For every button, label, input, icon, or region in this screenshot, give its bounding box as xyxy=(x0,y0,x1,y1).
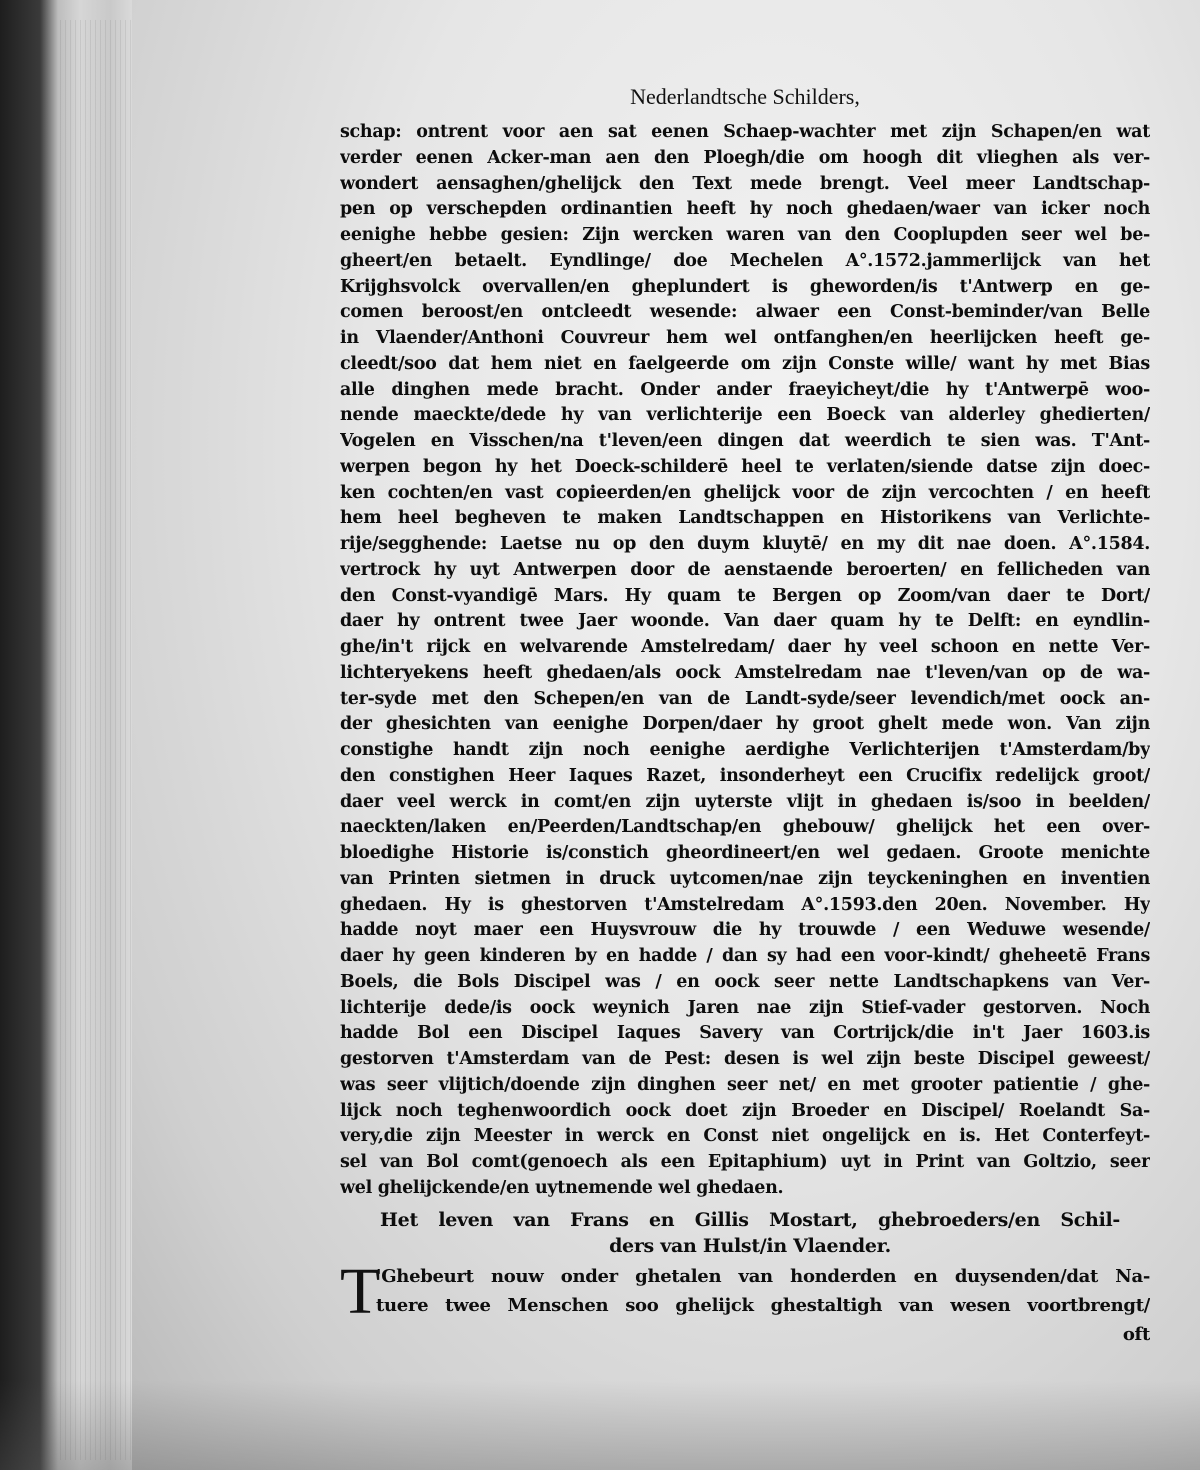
text-line: schap: ontrent voor aen sat eenen Schaep-wachter met zijn Schapen/en wat xyxy=(340,122,1150,142)
section-heading-line: Het leven van Frans en Gillis Mostart, ghebroeders/en Schil- xyxy=(380,1209,1120,1231)
catchword: oft xyxy=(1122,1324,1150,1345)
text-line: cleedt/soo dat hem niet en faelgeerde om zijn Conste wille/ want hy met Bias xyxy=(340,353,1150,374)
text-line: ghedaen. Hy is ghestorven t'Amstelredam A°.1593.den 20en. November. Hy xyxy=(340,894,1150,915)
text-line: van Printen sietmen in druck uytcomen/nae zijn teyckeninghen en inventien xyxy=(340,868,1150,889)
text-line: hadde noyt maer een Huysvrouw die hy trouwde / een Weduwe wesende/ xyxy=(340,920,1150,941)
text-line: pen op verschepden ordinantien heeft hy noch ghedaen/waer van icker noch xyxy=(340,199,1150,220)
text-line: constighe handt zijn noch eenighe aerdighe Verlichterijen t'Amsterdam/by xyxy=(340,740,1150,760)
text-line: daer hy ontrent twee Jaer woonde. Van daer quam hy te Delft: en eyndlin- xyxy=(340,611,1150,632)
text-line: 'Ghebeurt nouw onder ghetalen van honderden en duysenden/dat Na- xyxy=(376,1266,1150,1287)
text-line: bloedighe Historie is/constich gheordineert/en wel gedaen. Groote menichte xyxy=(340,843,1150,863)
text-line: verder eenen Acker-man aen den Ploegh/die om hoogh dit vlieghen als ver- xyxy=(340,147,1150,168)
page-edge-lines xyxy=(60,20,140,1460)
book-page-edges xyxy=(0,0,140,1470)
text-line: wel ghelijckende/en uytnemende wel ghedaen. xyxy=(340,1177,784,1198)
text-line: lichterije dede/is oock weynich Jaren nae zijn Stief-vader gestorven. Noch xyxy=(340,997,1150,1018)
running-head: Nederlandtsche Schilders, xyxy=(630,84,860,109)
text-line: nende maeckte/dede hy van verlichterije een Boeck van alderley ghedierten/ xyxy=(340,405,1150,426)
section-heading xyxy=(380,1208,1120,1260)
text-line: hem heel begheven te maken Landtschappen en Historikens van Verlichte- xyxy=(340,508,1150,529)
shadow xyxy=(0,1380,1200,1470)
text-line: Krijghsvolck overvallen/en gheplundert is gheworden/is t'Antwerp en ge- xyxy=(340,276,1150,297)
text-line: Vogelen en Visschen/na t'leven/een dingen dat weerdich te sien was. T'Ant- xyxy=(340,431,1150,451)
text-line: alle dinghen mede bracht. Onder ander fraeyicheyt/die hy t'Antwerpē woo- xyxy=(340,379,1150,400)
text-line: very,die zijn Meester in werck en Const niet ongelijck en is. Het Conterfeyt- xyxy=(340,1126,1150,1147)
text-line: ter-syde met den Schepen/en van de Landt-syde/seer levendich/met oock an- xyxy=(340,688,1150,709)
text-line: wondert aensaghen/ghelijck den Text mede brengt. Veel meer Landtschap- xyxy=(340,173,1150,194)
text-line: den constighen Heer Iaques Razet, insonderheyt een Crucifix redelijck groot/ xyxy=(340,765,1150,786)
text-line: in Vlaender/Anthoni Couvreur hem wel ontfanghen/en heerlijcken heeft ge- xyxy=(340,328,1150,348)
text-line: ghe/in't rijck en welvarende Amstelredam/ daer hy veel schoon en nette Ver- xyxy=(340,637,1150,657)
text-line: ken cochten/en vast copieerden/en ghelijck voor de zijn vercochten / en heeft xyxy=(340,482,1150,503)
text-line: der ghesichten van eenighe Dorpen/daer hy groot ghelt mede won. Van zijn xyxy=(340,714,1150,735)
text-line: daer veel werck in comt/en zijn uyterste vlijt in ghedaen is/soo in beelden/ xyxy=(340,791,1150,812)
text-line: was seer vlijtich/doende zijn dinghen seer net/ en met grooter patientie / ghe- xyxy=(340,1074,1150,1095)
text-line: Boels, die Bols Discipel was / en oock seer nette Landtschapkens van Ver- xyxy=(340,971,1150,992)
text-line: eenighe hebbe gesien: Zijn wercken waren van den Cooplupden seer wel be- xyxy=(340,225,1150,245)
body-text xyxy=(340,120,1150,1202)
drop-cap: T xyxy=(340,1255,381,1328)
text-line: naeckten/laken en/Peerden/Landtschap/en ghebouw/ ghelijck het een over- xyxy=(340,817,1150,838)
text-line: hadde Bol een Discipel Iaques Savery van Cortrijck/die in't Jaer 1603.is xyxy=(340,1023,1150,1044)
text-line: sel van Bol comt(genoech als een Epitaphium) uyt in Print van Goltzio, seer xyxy=(340,1152,1150,1172)
text-line: lichteryekens heeft ghedaen/als oock Amstelredam nae t'leven/van op de wa- xyxy=(340,662,1150,683)
text-line: lijck noch teghenwoordich oock doet zijn Broeder en Discipel/ Roelandt Sa- xyxy=(340,1100,1150,1121)
text-line: daer hy geen kinderen by en hadde / dan sy had een voor-kindt/ gheheetē Frans xyxy=(340,946,1150,966)
section-heading-line: ders van Hulst/in Vlaender. xyxy=(609,1234,891,1257)
text-line: gheert/en betaelt. Eyndlinge/ doe Mechelen A°.1572.jammerlijck van het xyxy=(340,250,1150,271)
intro-paragraph xyxy=(340,1255,1150,1349)
text-line: comen beroost/en ontcleedt wesende: alwaer een Const-beminder/van Belle xyxy=(340,302,1150,323)
text-line: vertrock hy uyt Antwerpen door de aenstaende beroerten/ en fellicheden van xyxy=(340,559,1150,580)
text-line: gestorven t'Amsterdam van de Pest: desen is wel zijn beste Discipel geweest/ xyxy=(340,1049,1150,1069)
text-line: den Const-vyandigē Mars. Hy quam te Bergen op Zoom/van daer te Dort/ xyxy=(340,585,1150,606)
text-line: werpen begon hy het Doeck-schilderē heel te verlaten/siende datse zijn doec- xyxy=(340,456,1150,477)
text-line: tuere twee Menschen soo ghelijck ghestaltigh van wesen voortbrengt/ xyxy=(376,1295,1150,1316)
text-line: rije/segghende: Laetse nu op den duym kluytē/ en my dit nae doen. A°.1584. xyxy=(340,534,1150,554)
